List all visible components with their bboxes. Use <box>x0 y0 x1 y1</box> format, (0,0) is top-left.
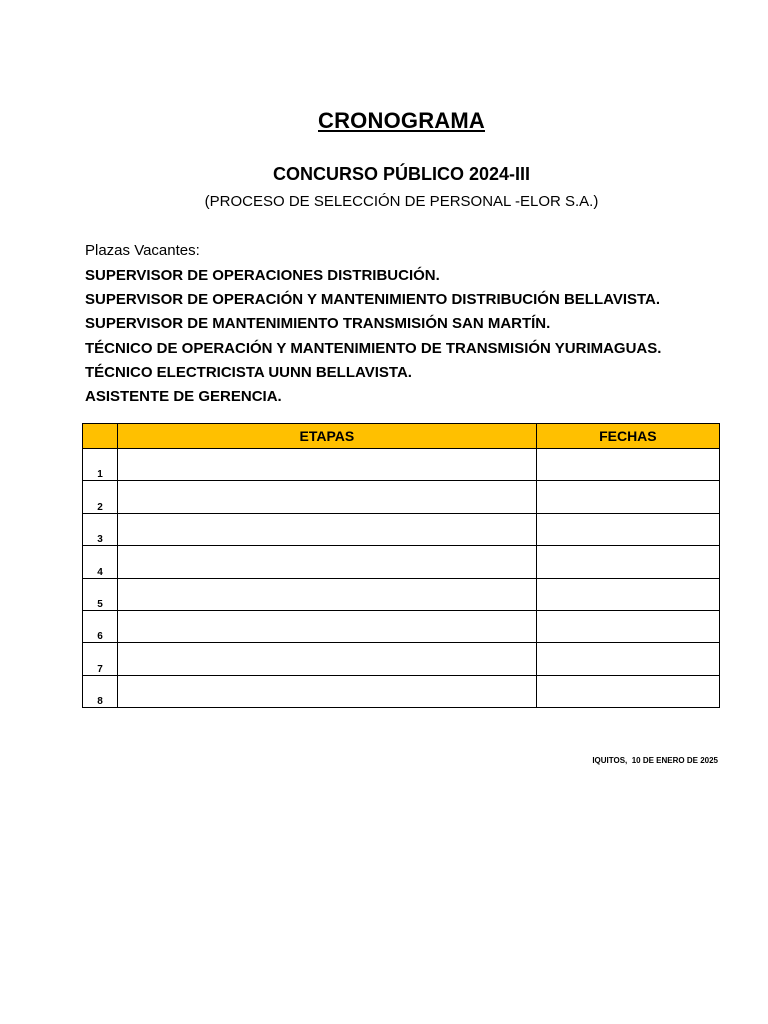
etapa-cell <box>118 449 537 481</box>
etapa-cell <box>118 675 537 707</box>
row-number: 5 <box>83 578 118 610</box>
row-number: 7 <box>83 643 118 675</box>
place-date: IQUITOS, 10 DE ENERO DE 2025 <box>592 756 718 765</box>
table-row <box>83 643 720 675</box>
row-number: 2 <box>83 481 118 513</box>
row-number: 3 <box>83 513 118 545</box>
table-row <box>83 578 720 610</box>
table-row <box>83 675 720 707</box>
document-title: CRONOGRAMA <box>318 108 485 133</box>
vacancy-item: SUPERVISOR DE OPERACIÓN Y MANTENIMIENTO DISTRIBUCIÓN BELLAVISTA. <box>85 291 661 309</box>
row-number: 1 <box>83 449 118 481</box>
header-fechas: FECHAS <box>536 424 719 449</box>
etapa-cell <box>118 546 537 578</box>
vacancies-list <box>85 266 661 411</box>
header-etapas: ETAPAS <box>118 424 537 449</box>
table-row <box>83 449 720 481</box>
fecha-cell <box>536 610 719 642</box>
header-number <box>83 424 118 449</box>
vacancy-item: ASISTENTE DE GERENCIA. <box>85 387 282 405</box>
vacancy-item: TÉCNICO ELECTRICISTA UUNN BELLAVISTA. <box>85 363 412 381</box>
row-number: 8 <box>83 675 118 707</box>
vacancy-item: SUPERVISOR DE MANTENIMIENTO TRANSMISIÓN SAN MARTÍN. <box>85 315 551 333</box>
contest-subtitle: CONCURSO PÚBLICO 2024-III <box>272 164 531 184</box>
etapa-cell <box>118 643 537 675</box>
schedule-table <box>82 423 720 708</box>
fecha-cell <box>536 546 719 578</box>
vacancy-item: TÉCNICO DE OPERACIÓN Y MANTENIMIENTO DE TRANSMISIÓN YURIMAGUAS. <box>85 339 662 357</box>
etapa-cell <box>118 578 537 610</box>
etapa-cell <box>118 513 537 545</box>
fecha-cell <box>536 643 719 675</box>
fecha-cell <box>536 449 719 481</box>
table-header-row <box>83 424 720 449</box>
process-description: (PROCESO DE SELECCIÓN DE PERSONAL -ELOR S.A.) <box>204 193 599 210</box>
vacancy-item: SUPERVISOR DE OPERACIONES DISTRIBUCIÓN. <box>85 267 440 284</box>
fecha-cell <box>536 481 719 513</box>
row-number: 4 <box>83 546 118 578</box>
table-row <box>83 481 720 513</box>
table-row <box>83 546 720 578</box>
table-row <box>83 610 720 642</box>
row-number: 6 <box>83 610 118 642</box>
fecha-cell <box>536 578 719 610</box>
fecha-cell <box>536 513 719 545</box>
etapa-cell <box>118 610 537 642</box>
table-row <box>83 513 720 545</box>
fecha-cell <box>536 675 719 707</box>
vacancies-label: Plazas Vacantes: <box>85 242 200 259</box>
etapa-cell <box>118 481 537 513</box>
